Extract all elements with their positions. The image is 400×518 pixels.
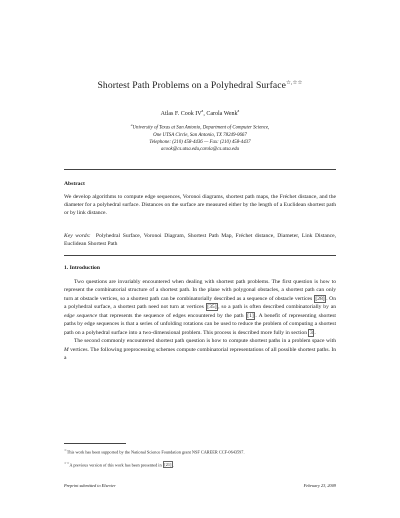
title-footnote-marks: ☆,☆☆ — [285, 80, 303, 86]
affiliation-block — [0, 122, 400, 153]
affiliation-line-2: One UTSA Circle, San Antonio, TX 78249-0667 — [153, 132, 247, 138]
footnote-1-text: This work has been supported by the National Science Foundation grant NSF CAREER CCF-0643597. — [66, 449, 245, 455]
author-2-mark: a — [237, 108, 240, 113]
paper-title — [0, 80, 400, 91]
abstract-heading: Abstract — [64, 181, 85, 187]
section-reference-link[interactable]: 3 — [310, 329, 313, 336]
footer-left: Preprint submitted to Elsevier — [64, 483, 116, 488]
keywords-text: Polyhedral Surface, Voronoi Diagram, Shortest Path Map, Fréchet distance, Diameter, Link Distance, Euclidean Shortest Path — [64, 233, 336, 248]
section-body — [64, 278, 336, 363]
title-text: Shortest Path Problems on a Polyhedral Surface — [97, 80, 286, 92]
footer-right: February 23, 2009 — [303, 483, 336, 488]
affiliation-emails: acook@cs.utsa.edu,carola@cs.utsa.edu — [161, 146, 239, 152]
citation-link[interactable]: [35] — [207, 304, 217, 311]
author-2: Carola Wenk — [206, 111, 238, 117]
paragraph-2: The second commonly encountered shortest path question is how to compute shortest paths in a problem space with M vertices. The following preprocessing schemes compute combinatorial representations of all possible shortest paths. In a — [64, 338, 336, 362]
affiliation-line-3: Telephone: (210) 458-4436 — Fax: (210) 458-4437 — [149, 139, 251, 145]
footnote-1-mark: ☆ — [64, 448, 67, 452]
abstract-bottom-rule — [64, 255, 336, 256]
abstract-text: We develop algorithms to compute edge sequences, Voronoi diagrams, shortest path maps, the Fréchet distance, and the diameter for a polyhedral surface. Distances on the surface are measured either by the length of a Euclidean shortest path or by link distance. — [64, 194, 336, 217]
citation-link[interactable]: [1] — [247, 312, 254, 319]
footnote-2: ☆☆A previous version of this work has been presented in [21] . — [64, 461, 175, 468]
keywords-label: Key words: — [64, 233, 91, 239]
abstract-top-rule — [64, 169, 336, 170]
author-separator: , — [203, 111, 207, 117]
affiliation-mark: a — [130, 123, 133, 127]
citation-link[interactable]: [28] — [315, 295, 325, 302]
affiliation-line-1: University of Texas at San Antonio, Department of Computer Science, — [132, 125, 270, 131]
citation-link[interactable]: [21] — [164, 462, 172, 468]
footnote-2-mark: ☆☆ — [64, 461, 70, 465]
paragraph-1: Two questions are invariably encountered when dealing with shortest path problems. The first question is how to represent the combinatorial structure of a shortest path. In the plane with polygonal obstacles, a shortest path can only turn at obstacle vertices, so a shortest path can be combinatorially described as a sequence of obstacle vertices [28] . On a polyhedral surface, a shortest path need not turn at vertices [35] , so a path is often described combinatorially by an edge sequence that represents the sequence of edges encountered by the path [1] . A benefit of representing shortest paths by edge sequences is that a series of unfolding rotations can be used to reduce the problem of computing a shortest path on a polyhedral surface into a two-dimensional problem. This process is described more fully in section 3 . — [64, 279, 336, 336]
keywords — [64, 232, 336, 248]
footnote-rule — [64, 443, 126, 444]
author-list — [0, 108, 400, 117]
section-heading: 1. Introduction — [64, 265, 100, 271]
author-1: Atlas F. Cook IV — [160, 111, 202, 117]
author-1-mark: a — [201, 108, 204, 113]
footnote-1 — [64, 447, 336, 455]
